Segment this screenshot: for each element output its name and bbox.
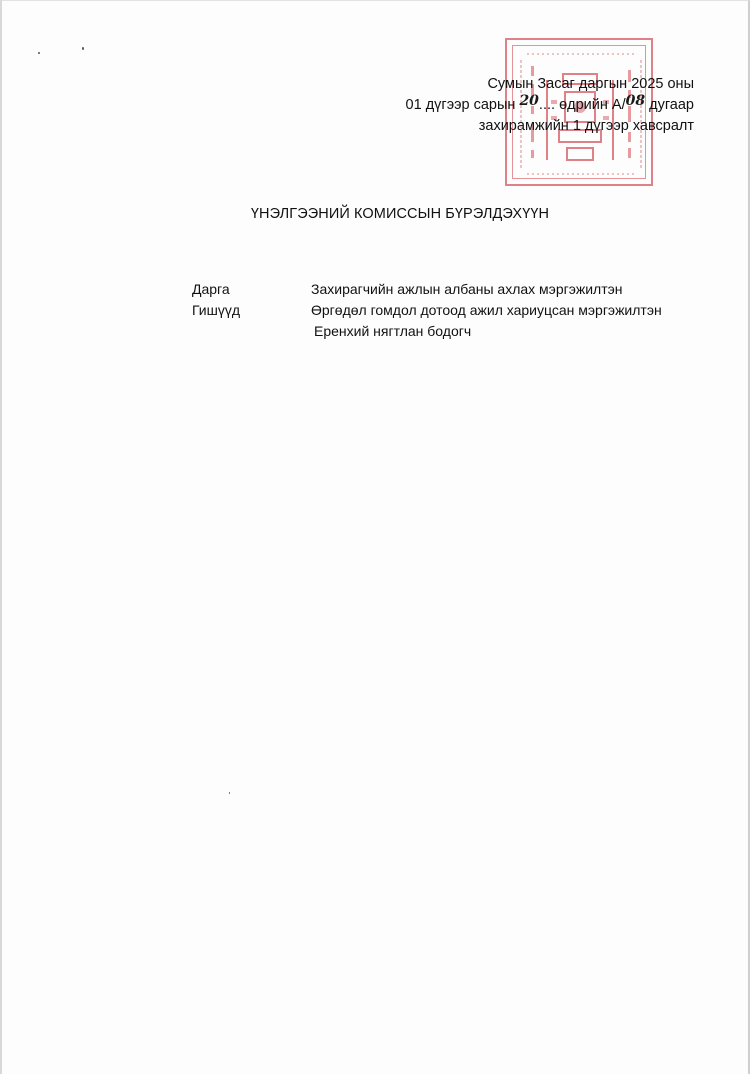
- annex-order-prefix: өдрийн А/: [559, 97, 626, 113]
- scan-speck: [38, 52, 40, 54]
- member-position: Еренхий нягтлан бодогч: [314, 323, 472, 339]
- annex-dots: ....: [538, 97, 556, 113]
- document-title-text: ҮНЭЛГЭЭНИЙ КОМИССЫН БҮРЭЛДЭХҮҮН: [250, 206, 550, 222]
- annex-line-2: [334, 95, 694, 116]
- annex-order-suffix: дугаар: [649, 97, 694, 113]
- handwritten-day: 20: [519, 93, 539, 109]
- member-role: Гишүүд: [192, 302, 241, 318]
- member-role: Дарга: [192, 281, 230, 297]
- annex-line-3: захирамжийн 1 дүгээр хавсралт: [478, 118, 694, 134]
- annex-header: [334, 74, 694, 137]
- scan-speck: [229, 792, 230, 794]
- scan-speck: [82, 47, 84, 50]
- document-title: [0, 206, 750, 222]
- member-position: Захирагчийн ажлын албаны ахлах мэргэжилтэн: [311, 281, 623, 297]
- handwritten-order-number: 08: [625, 93, 646, 109]
- annex-line-1: Сумын Засаг даргын 2025 оны: [487, 76, 694, 92]
- member-position: Өргөдөл гомдол дотоод ажил хариуцсан мэргэжилтэн: [311, 302, 662, 318]
- annex-month-text: 01 дүгээр сарын: [405, 97, 516, 113]
